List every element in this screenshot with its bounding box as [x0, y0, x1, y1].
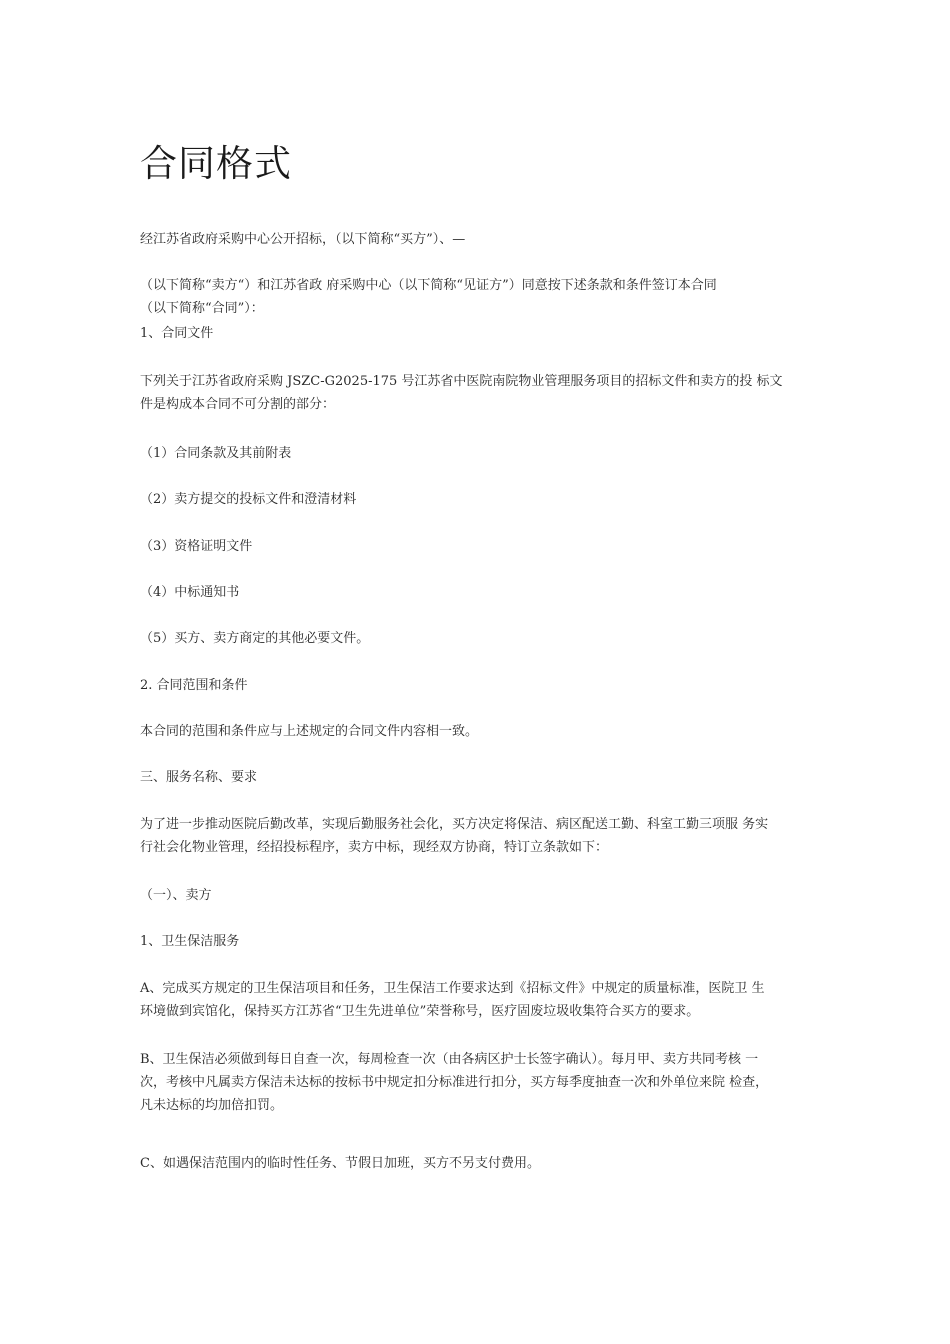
section-1-body-line-b: 件是构成本合同不可分割的部分： — [140, 397, 336, 412]
subsection-seller — [140, 884, 812, 907]
section-1-body — [140, 370, 812, 416]
list-item-3 — [140, 535, 812, 558]
section-2-heading-text: 2. 合同范围和条件 — [140, 678, 248, 693]
list-item-5-text: （5）买方、卖方商定的其他必要文件。 — [140, 631, 370, 646]
clause-a — [140, 977, 812, 1023]
intro-paragraph-2 — [140, 274, 812, 320]
clause-b-line-2: 次，考核中凡属卖方保洁未达标的按标书中规定扣分标准进行扣分，买方每季度抽查一次和外单位来院 检查， — [140, 1075, 769, 1090]
section-3-heading-text: 三、服务名称、要求 — [140, 770, 258, 785]
list-item-4 — [140, 581, 812, 604]
subsection-cleaning-heading-text: 1、卫生保洁服务 — [140, 934, 240, 949]
section-2-body — [140, 720, 812, 743]
list-item-2-text: （2）卖方提交的投标文件和澄清材料 — [140, 492, 357, 507]
subsection-seller-text: （一）、卖方 — [140, 888, 212, 903]
intro-line-2b: （以下简称“合同”）： — [140, 301, 264, 316]
section-3-heading — [140, 766, 812, 789]
list-item-4-text: （4）中标通知书 — [140, 585, 240, 600]
section-2-heading — [140, 674, 812, 697]
intro-line-2a: （以下简称“卖方“）和江苏省政 府采购中心（以下简称“见证方”）同意按下述条款和条件签订本合同 — [140, 278, 717, 293]
clause-b — [140, 1048, 812, 1117]
intro-paragraph-1 — [140, 228, 812, 251]
intro-line-1: 经江苏省政府采购中心公开招标，（以下简称“买方”）、— — [140, 232, 466, 247]
section-3-body-line-a: 为了进一步推动医院后勤改革，实现后勤服务社会化，买方决定将保洁、病区配送工勤、科室工勤三项服 务实 — [140, 817, 769, 832]
clause-a-line-1: A、完成买方规定的卫生保洁项目和任务，卫生保洁工作要求达到《招标文件》中规定的质量标准，医院卫 生 — [140, 981, 765, 996]
clause-a-line-2: 环境做到宾馆化，保持买方江苏省“卫生先进单位”荣誉称号，医疗固废垃圾收集符合买方的要求。 — [140, 1004, 700, 1019]
section-2-body-text: 本合同的范围和条件应与上述规定的合同文件内容相一致。 — [140, 724, 479, 739]
list-item-2 — [140, 488, 812, 511]
section-3-body-line-b: 行社会化物业管理，经招投标程序，卖方中标，现经双方协商，特订立条款如下： — [140, 840, 609, 855]
clause-b-line-3: 凡未达标的均加倍扣罚。 — [140, 1098, 284, 1113]
clause-c-line-1: C、如遇保洁范围内的临时性任务、节假日加班，买方不另支付费用。 — [140, 1156, 540, 1171]
clause-b-line-1: B、卫生保洁必须做到每日自查一次，每周检查一次（由各病区护士长签字确认）。每月甲、卖方共同考核 一 — [140, 1052, 759, 1067]
clause-c — [140, 1152, 812, 1175]
section-1-heading — [140, 322, 812, 345]
list-item-5 — [140, 627, 812, 650]
list-item-1 — [140, 442, 812, 465]
list-item-3-text: （3）资格证明文件 — [140, 539, 253, 554]
section-1-heading-text: 1、合同文件 — [140, 326, 214, 341]
section-3-body — [140, 813, 812, 859]
section-1-body-line-a: 下列关于江苏省政府采购 JSZC-G2025-175 号江苏省中医院南院物业管理服务项目的招标文件和卖方的投 标文 — [140, 374, 783, 389]
page-title: 合同格式 — [140, 142, 292, 185]
list-item-1-text: （1）合同条款及其前附表 — [140, 446, 292, 461]
subsection-cleaning-heading — [140, 930, 812, 953]
